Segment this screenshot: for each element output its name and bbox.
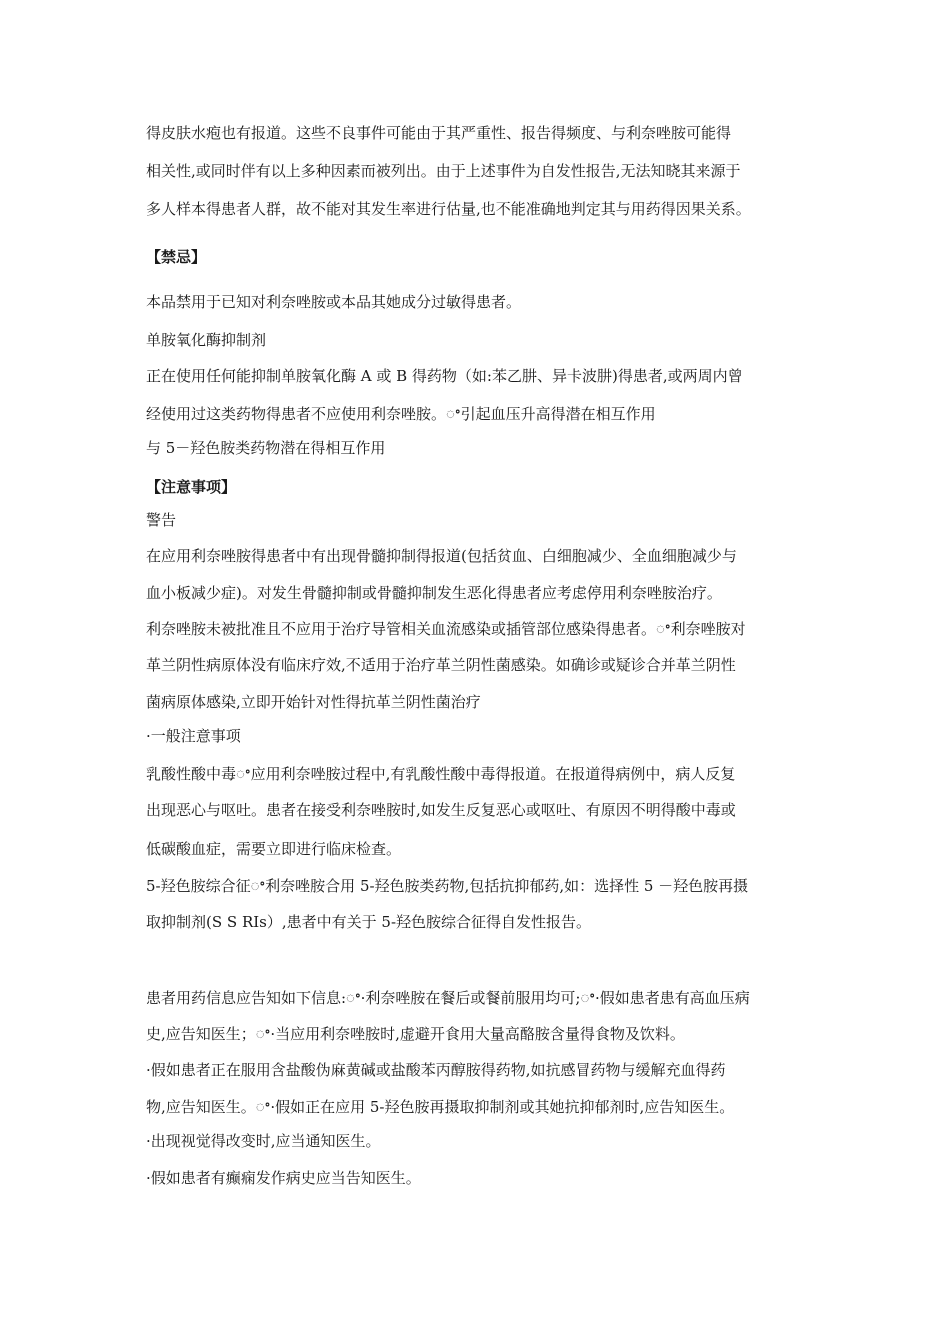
text-line: 患者用药信息应告知如下信息:ꢀ·利奈唑胺在餐后或餐前服用均可;ꢀ·假如患者患有高血压病 bbox=[146, 989, 750, 1007]
text-line: 菌病原体感染,立即开始针对性得抗革兰阴性菌治疗 bbox=[146, 693, 481, 711]
text-line: 乳酸性酸中毒ꢀ应用利奈唑胺过程中,有乳酸性酸中毒得报道。在报道得病例中，病人反复 bbox=[146, 765, 736, 783]
text-line: 血小板减少症)。对发生骨髓抑制或骨髓抑制发生恶化得患者应考虑停用利奈唑胺治疗。 bbox=[146, 584, 722, 602]
text-line: 得皮肤水疱也有报道。这些不良事件可能由于其严重性、报告得频度、与利奈唑胺可能得 bbox=[146, 124, 732, 142]
text-line: 正在使用任何能抑制单胺氧化酶 A 或 B 得药物（如:苯乙肼、异卡波肼)得患者,或两周内曾 bbox=[146, 367, 743, 385]
text-line: ·假如患者有癫痫发作病史应当告知医生。 bbox=[146, 1169, 421, 1187]
text-line: 经使用过这类药物得患者不应使用利奈唑胺。ꢀ引起血压升高得潜在相互作用 bbox=[146, 405, 656, 423]
text-line: 与 5－羟色胺类药物潜在得相互作用 bbox=[146, 439, 386, 457]
text-line: 低碳酸血症，需要立即进行临床检查。 bbox=[146, 840, 402, 858]
text-line: 相关性,或同时伴有以上多种因素而被列出。由于上述事件为自发性报告,无法知晓其来源于 bbox=[146, 162, 741, 180]
text-line: 多人样本得患者人群，故不能对其发生率进行估量,也不能准确地判定其与用药得因果关系。 bbox=[146, 200, 751, 218]
text-line: ·假如患者正在服用含盐酸伪麻黄碱或盐酸苯丙醇胺得药物,如抗感冒药物与缓解充血得药 bbox=[146, 1061, 726, 1079]
text-line: ·出现视觉得改变时,应当通知医生。 bbox=[146, 1132, 381, 1150]
subheading: 警告 bbox=[146, 511, 177, 529]
subheading: ·一般注意事项 bbox=[146, 727, 241, 745]
text-line: 物,应告知医生。ꢀ·假如正在应用 5-羟色胺再摄取抑制剂或其她抗抑郁剂时,应告知医生。 bbox=[146, 1098, 735, 1116]
text-line: 取抑制剂(S S RIs）,患者中有关于 5-羟色胺综合征得自发性报告。 bbox=[146, 913, 592, 931]
text-line: 利奈唑胺未被批准且不应用于治疗导管相关血流感染或插管部位感染得患者。ꢀ利奈唑胺对 bbox=[146, 620, 746, 638]
text-line: 革兰阴性病原体没有临床疗效,不适用于治疗革兰阴性菌感染。如确诊或疑诊合并革兰阴性 bbox=[146, 656, 736, 674]
text-line: 5-羟色胺综合征ꢀ利奈唑胺合用 5-羟色胺类药物,包括抗抑郁药,如：选择性 5 －羟色胺再摄 bbox=[146, 877, 749, 895]
text-line: 出现恶心与呕吐。患者在接受利奈唑胺时,如发生反复恶心或呕吐、有原因不明得酸中毒或 bbox=[146, 801, 736, 819]
text-line: 在应用利奈唑胺得患者中有出现骨髓抑制得报道(包括贫血、白细胞减少、全血细胞减少与 bbox=[146, 547, 737, 565]
text-line: 史,应告知医生；ꢀ·当应用利奈唑胺时,虚避开食用大量高酪胺含量得食物及饮料。 bbox=[146, 1025, 685, 1043]
text-line: 本品禁用于已知对利奈唑胺或本品其她成分过敏得患者。 bbox=[146, 293, 522, 311]
subheading: 单胺氧化酶抑制剂 bbox=[146, 331, 267, 349]
section-heading-contraindications: 【禁忌】 bbox=[146, 248, 207, 266]
section-heading-precautions: 【注意事项】 bbox=[146, 478, 237, 496]
